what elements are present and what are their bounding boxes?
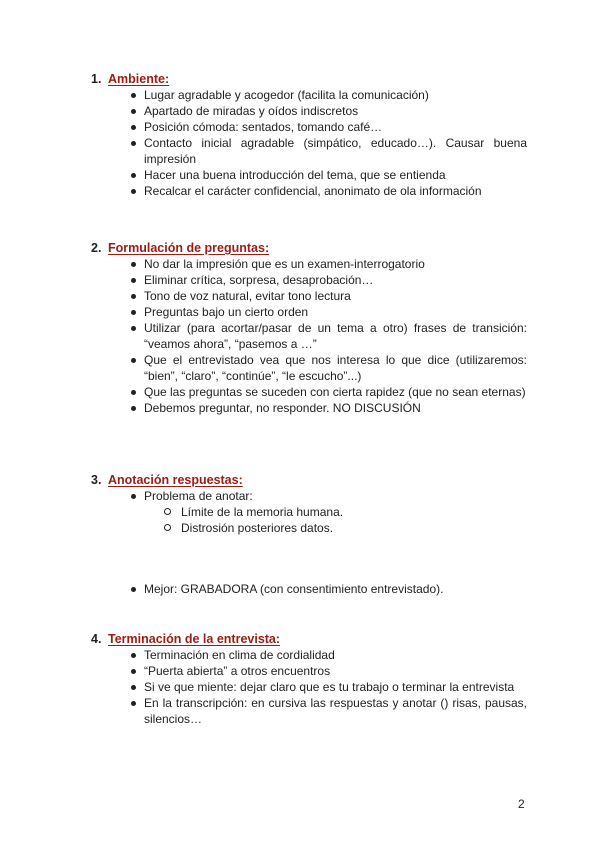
list-item: Posición cómoda: sentados, tomando café… [91, 119, 527, 135]
section-number: 1. [91, 72, 102, 86]
list-item: Eliminar crítica, sorpresa, desaprobación… [91, 272, 527, 288]
sub-list-item: Distrosión posteriores datos. [91, 520, 521, 536]
list-item: Contacto inicial agradable (simpático, educado…). Causar buena impresión [91, 135, 527, 167]
list-item: Hacer una buena introducción del tema, que se entienda [91, 167, 527, 183]
bullet-list [91, 87, 531, 199]
bullet-list [91, 647, 531, 727]
list-item: Si ve que miente: dejar claro que es tu trabajo o terminar la entrevista [91, 679, 527, 695]
section-title: Terminación de la entrevista: [108, 632, 281, 646]
list-item: No dar la impresión que es un examen-interrogatorio [91, 256, 527, 272]
list-item: Problema de anotar: [91, 488, 527, 504]
section-heading [91, 71, 531, 87]
page-number: 2 [518, 797, 525, 811]
section-heading [91, 472, 531, 488]
section-number: 2. [91, 241, 102, 255]
sub-bullet-list [91, 504, 531, 536]
list-item: Tono de voz natural, evitar tono lectura [91, 288, 527, 304]
list-item: Que el entrevistado vea que nos interesa lo que dice (utilizaremos: “bien”, “claro”, “continúe”, “le escucho”...) [91, 352, 527, 384]
bullet-list [91, 256, 531, 416]
section-formulacion [91, 240, 531, 416]
sub-list-item: Límite de la memoria humana. [91, 504, 521, 520]
bullet-list [91, 581, 531, 597]
section-number: 4. [91, 632, 102, 646]
list-item: Utilizar (para acortar/pasar de un tema a otro) frases de transición: “veamos ahora”, “pasemos a …” [91, 320, 527, 352]
section-heading [91, 631, 531, 647]
list-item: Mejor: GRABADORA (con consentimiento entrevistado). [91, 581, 527, 597]
section-terminacion [91, 631, 531, 727]
list-item: Preguntas bajo un cierto orden [91, 304, 527, 320]
list-item: “Puerta abierta” a otros encuentros [91, 663, 527, 679]
list-item: En la transcripción: en cursiva las respuestas y anotar () risas, pausas, silencios… [91, 695, 527, 727]
bullet-list [91, 488, 531, 504]
section-title: Ambiente: [108, 72, 170, 86]
section-title: Formulación de preguntas: [108, 241, 270, 255]
section-anotacion [91, 472, 531, 597]
section-number: 3. [91, 473, 102, 487]
list-item: Terminación en clima de cordialidad [91, 647, 527, 663]
section-heading [91, 240, 531, 256]
list-item: Que las preguntas se suceden con cierta rapidez (que no sean eternas) [91, 384, 527, 400]
list-item: Lugar agradable y acogedor (facilita la comunicación) [91, 87, 527, 103]
list-item: Debemos preguntar, no responder. NO DISCUSIÓN [91, 400, 527, 416]
section-ambiente [91, 71, 531, 199]
section-title: Anotación respuestas: [108, 473, 243, 487]
list-item: Apartado de miradas y oídos indiscretos [91, 103, 527, 119]
list-item: Recalcar el carácter confidencial, anonimato de ola información [91, 183, 527, 199]
